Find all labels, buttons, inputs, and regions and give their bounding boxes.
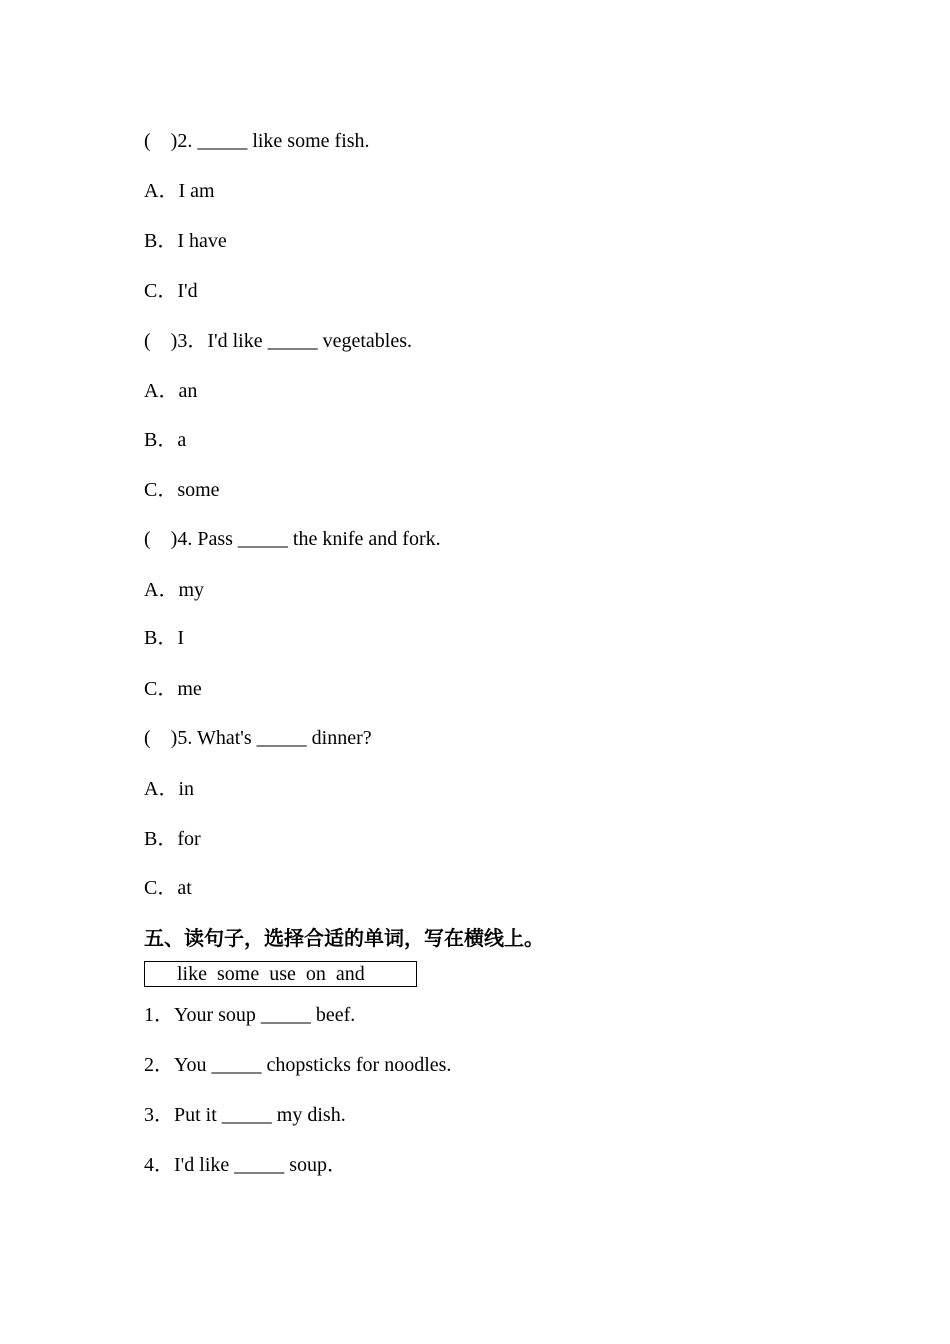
question-4-stem: ( )4. Pass _____ the knife and fork. [144, 528, 441, 550]
question-5-option-a: A．in [144, 778, 194, 800]
fill-item-3: 3．Put it _____ my dish. [144, 1104, 346, 1126]
question-3-option-a: A．an [144, 380, 198, 402]
question-2-stem: ( )2. _____ like some fish. [144, 130, 370, 152]
word-bank-box: like some use on and [144, 961, 417, 987]
fill-item-2: 2．You _____ chopsticks for noodles. [144, 1054, 452, 1076]
question-2-option-a: A．I am [144, 180, 215, 202]
fill-item-4: 4．I'd like _____ soup． [144, 1154, 348, 1176]
question-5-option-c: C．at [144, 877, 192, 899]
question-2-option-b: B．I have [144, 230, 227, 252]
question-4-option-b: B．I [144, 627, 184, 649]
section-5-heading: 五、读句子，选择合适的单词，写在横线上。 [144, 926, 544, 950]
fill-item-1: 1．Your soup _____ beef. [144, 1004, 356, 1026]
question-3-option-b: B．a [144, 429, 187, 451]
question-3-stem: ( )3．I'd like _____ vegetables. [144, 330, 412, 352]
question-2-option-c: C．I'd [144, 280, 198, 302]
question-3-option-c: C．some [144, 479, 220, 501]
question-5-stem: ( )5. What's _____ dinner? [144, 727, 372, 749]
question-4-option-c: C．me [144, 678, 202, 700]
question-4-option-a: A．my [144, 579, 204, 601]
question-5-option-b: B．for [144, 828, 201, 850]
